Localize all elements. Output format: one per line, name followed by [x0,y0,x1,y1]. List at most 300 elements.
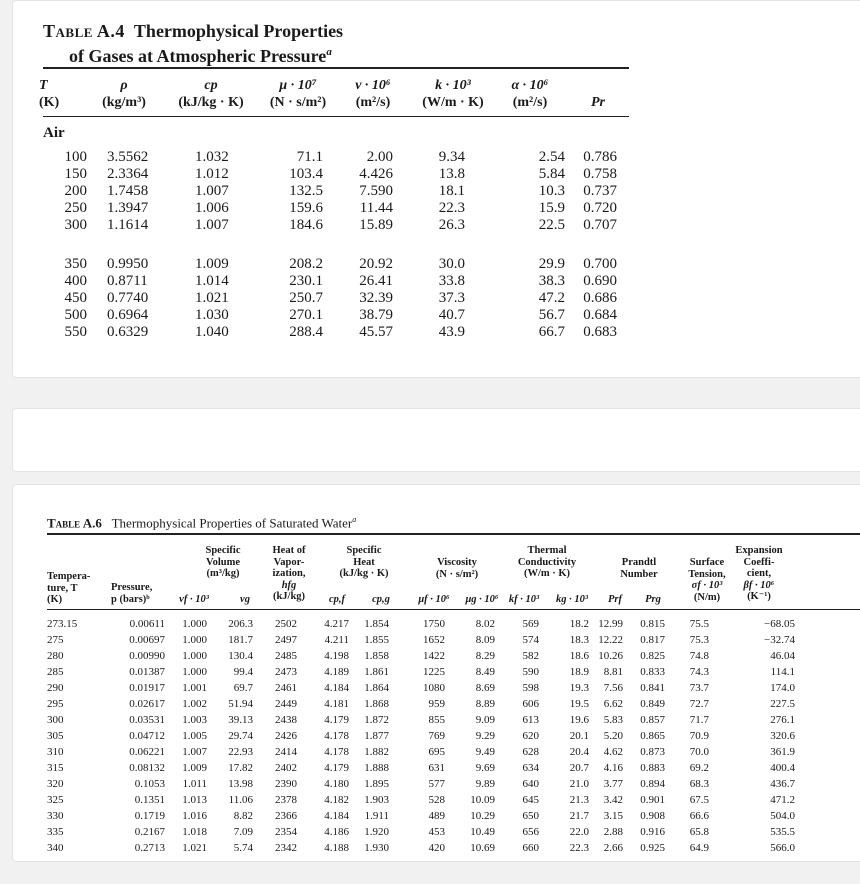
cell-muf: 769 [428,730,445,742]
cell-Pr: 0.707 [583,217,617,233]
cell-rho: 0.9950 [107,256,149,272]
column-hfg [267,776,297,856]
cell-sigma: 74.3 [689,666,709,678]
column-vg [211,696,253,776]
cell-sigma: 75.3 [689,634,709,646]
cell-muf: 489 [428,810,445,822]
cell-vf: 1.000 [182,650,207,662]
column-p [111,616,165,696]
column-cpg [351,776,389,856]
table-a4-title-note: a [326,46,332,58]
cell-p: 0.1719 [134,810,165,822]
col-header-Pr: Pr [591,95,605,110]
cell-p: 0.01387 [129,666,165,678]
cell-vg: 11.06 [228,794,253,806]
cell-T: 330 [47,810,64,822]
cell-p: 0.00611 [129,618,165,630]
cell-cpg: 1.855 [364,634,389,646]
cell-T: 310 [47,746,64,758]
cell-T: 275 [47,634,64,646]
table-a6-label: Table A.6 [47,515,102,531]
column-kf [499,696,539,776]
cell-cpg: 1.882 [364,746,389,758]
column-kf [499,616,539,696]
cell-prf: 8.81 [603,666,623,678]
cell-p: 0.04712 [129,730,165,742]
column-T [47,776,87,856]
cell-vg: 69.7 [233,682,253,694]
group-label-air: Air [43,125,65,141]
cell-prf: 7.56 [603,682,623,694]
cell-vf: 1.003 [182,714,207,726]
cell-muf: 1750 [423,618,445,630]
col-header-T: T (K) [39,78,60,110]
sub-header-prg: Prg [645,594,661,605]
cell-cp: 1.007 [195,183,229,199]
cell-prg: 0.908 [640,810,665,822]
cell-mug: 9.89 [475,778,495,790]
column-vf [165,616,207,696]
table-a4-title-line2: of Gases at Atmospheric Pressure [69,46,327,66]
cell-cp: 1.006 [195,200,229,216]
column-beta [733,616,795,696]
cell-hfg: 2402 [275,762,297,774]
cell-prg: 0.894 [640,778,665,790]
cell-kg: 18.6 [569,650,589,662]
cell-cpf: 4.182 [324,794,349,806]
cell-k: 13.8 [438,166,465,182]
cell-mu: 184.6 [289,217,323,233]
cell-kf: 650 [522,810,539,822]
cell-kf: 656 [522,826,539,838]
cell-mug: 9.69 [475,762,495,774]
cell-Pr: 0.686 [583,290,617,306]
cell-vg: 181.7 [228,634,253,646]
cell-T: 150 [64,166,87,182]
cell-beta: 361.9 [770,746,795,758]
cell-T: 340 [47,842,64,854]
column-cpf [313,616,349,696]
col-header-alpha: α · 10⁶ (m²/s) [511,78,549,110]
cell-T: 305 [47,730,64,742]
cell-kf: 628 [522,746,539,758]
table-a4-header-rule [43,116,629,117]
column-k [423,256,465,341]
cell-kf: 645 [522,794,539,806]
column-p [111,696,165,776]
cell-beta: 566.0 [770,842,795,854]
table-a4-label: Table A.4 [43,21,125,41]
column-sigma [669,776,709,856]
cell-cp: 1.032 [195,149,229,165]
col-header-temp: Tempera- ture, T (K) [47,571,91,605]
cell-mu: 230.1 [289,273,323,289]
cell-T: 250 [64,200,87,216]
cell-muf: 420 [428,842,445,854]
cell-alpha: 47.2 [538,290,565,306]
cell-vg: 130.4 [228,650,253,662]
cell-kf: 640 [522,778,539,790]
cell-mug: 8.49 [475,666,495,678]
cell-sigma: 73.7 [689,682,709,694]
cell-p: 0.02617 [129,698,165,710]
cell-mu: 103.4 [289,166,323,182]
cell-kg: 19.3 [569,682,589,694]
cell-beta: −32.74 [764,634,795,646]
table-a6-title-note: a [352,515,357,524]
cell-cpf: 4.181 [324,698,349,710]
table-a6-title-text: Thermophysical Properties of Saturated Water [111,515,353,531]
cell-mug: 10.29 [470,810,495,822]
cell-prg: 0.916 [640,826,665,838]
cell-beta: −68.05 [764,618,795,630]
cell-kf: 620 [522,730,539,742]
cell-vf: 1.007 [182,746,207,758]
cell-kf: 606 [522,698,539,710]
cell-prf: 3.42 [603,794,623,806]
cell-muf: 1225 [423,666,445,678]
column-Pr [571,149,617,234]
cell-prg: 0.925 [640,842,665,854]
cell-prf: 4.62 [603,746,623,758]
sub-header-muf: μf · 10⁶ [418,594,450,605]
column-kg [549,776,589,856]
sub-header-kf: kf · 10³ [508,594,540,605]
cell-muf: 577 [428,778,445,790]
cell-prg: 0.857 [640,714,665,726]
column-mug [455,776,495,856]
cell-kg: 21.7 [569,810,589,822]
cell-T: 200 [64,183,87,199]
column-beta [733,696,795,776]
cell-sigma: 71.7 [689,714,709,726]
cell-mug: 8.02 [475,618,495,630]
cell-sigma: 75.5 [689,618,709,630]
cell-T: 320 [47,778,64,790]
cell-beta: 276.1 [770,714,795,726]
cell-cp: 1.009 [195,256,229,272]
cell-kf: 660 [522,842,539,854]
cell-alpha: 66.7 [538,324,565,340]
cell-muf: 959 [428,698,445,710]
cell-Pr: 0.700 [583,256,617,272]
cell-p: 0.00697 [129,634,165,646]
cell-T: 300 [47,714,64,726]
cell-k: 9.34 [438,149,465,165]
col-header-thermal-conductivity: Thermal Conductivity (W/m · K) [517,545,577,579]
cell-vf: 1.021 [182,842,207,854]
cell-sigma: 65.8 [689,826,709,838]
sub-header-vf: vf · 10³ [179,594,209,605]
column-vg [211,616,253,696]
cell-mu: 250.7 [289,290,323,306]
table-a6-header-rule [47,609,860,610]
cell-prg: 0.833 [640,666,665,678]
cell-alpha: 5.84 [538,166,565,182]
cell-beta: 471.2 [770,794,795,806]
cell-mug: 8.69 [475,682,495,694]
cell-hfg: 2426 [275,730,297,742]
cell-sigma: 68.3 [689,778,709,790]
table-a4-title [43,21,343,67]
cell-rho: 2.3364 [107,166,149,182]
cell-vf: 1.005 [182,730,207,742]
cell-vg: 7.09 [233,826,253,838]
cell-Pr: 0.690 [583,273,617,289]
cell-alpha: 38.3 [538,273,565,289]
cell-muf: 1422 [423,650,445,662]
cell-hfg: 2449 [275,698,297,710]
cell-k: 43.9 [438,324,465,340]
cell-vf: 1.001 [182,682,207,694]
cell-Pr: 0.684 [583,307,617,323]
col-header-k: k · 10³ (W/m · K) [422,78,484,110]
cell-hfg: 2497 [275,634,297,646]
cell-kg: 21.3 [569,794,589,806]
col-header-heat-vaporization: Heat of Vapor- ization, hfg (kJ/kg) [272,545,306,602]
cell-cpf: 4.198 [324,650,349,662]
cell-muf: 695 [428,746,445,758]
cell-sigma: 72.7 [689,698,709,710]
column-prf [589,616,623,696]
cell-hfg: 2485 [275,650,297,662]
cell-mug: 8.89 [475,698,495,710]
cell-hfg: 2414 [275,746,297,758]
sub-header-cpg: cp,g [372,594,390,605]
cell-cpf: 4.184 [324,682,349,694]
cell-cpg: 1.930 [364,842,389,854]
cell-vg: 22.93 [228,746,253,758]
cell-T: 315 [47,762,64,774]
table-a4-card [12,0,860,378]
cell-mug: 10.69 [470,842,495,854]
cell-cp: 1.040 [195,324,229,340]
cell-prg: 0.817 [640,634,665,646]
cell-kf: 613 [522,714,539,726]
cell-nu: 2.00 [366,149,393,165]
column-nu [343,256,393,341]
column-hfg [267,696,297,776]
cell-mu: 159.6 [289,200,323,216]
cell-kg: 18.3 [569,634,589,646]
cell-kg: 19.6 [569,714,589,726]
col-header-expansion: Expansion Coeffi- cient, βf · 10⁶ (K⁻¹) [735,545,783,602]
table-a6-card [12,484,860,862]
cell-p: 0.01917 [129,682,165,694]
column-cpg [351,616,389,696]
cell-kf: 574 [522,634,539,646]
cell-cpg: 1.911 [364,810,389,822]
cell-rho: 1.3947 [107,200,149,216]
column-prf [589,696,623,776]
cell-vg: 13.98 [228,778,253,790]
cell-beta: 174.0 [770,682,795,694]
cell-cpg: 1.877 [364,730,389,742]
cell-T: 300 [64,217,87,233]
col-header-specific-heat: Specific Heat (kJ/kg · K) [339,545,389,579]
cell-kf: 590 [522,666,539,678]
cell-Pr: 0.786 [583,149,617,165]
cell-vf: 1.000 [182,634,207,646]
cell-beta: 320.6 [770,730,795,742]
cell-muf: 855 [428,714,445,726]
cell-cpf: 4.180 [324,778,349,790]
cell-vf: 1.011 [182,778,207,790]
cell-beta: 436.7 [770,778,795,790]
cell-hfg: 2390 [275,778,297,790]
col-header-nu: ν · 10⁶ (m²/s) [355,78,391,110]
cell-prf: 12.22 [598,634,623,646]
cell-prf: 2.88 [603,826,623,838]
cell-mu: 132.5 [289,183,323,199]
column-vf [165,696,207,776]
column-prg [625,776,665,856]
cell-cpf: 4.188 [324,842,349,854]
cell-p: 0.00990 [129,650,165,662]
column-sigma [669,616,709,696]
cell-kg: 20.7 [569,762,589,774]
cell-p: 0.08132 [129,762,165,774]
column-muf [405,616,445,696]
cell-kf: 582 [522,650,539,662]
cell-kg: 19.5 [569,698,589,710]
cell-mug: 9.29 [475,730,495,742]
cell-beta: 504.0 [770,810,795,822]
cell-T: 450 [64,290,87,306]
cell-mu: 71.1 [296,149,323,165]
sub-header-mug: μg · 10⁶ [465,594,499,605]
cell-kg: 20.1 [569,730,589,742]
cell-hfg: 2378 [275,794,297,806]
cell-nu: 45.57 [359,324,393,340]
cell-sigma: 69.2 [689,762,709,774]
col-header-prandtl: Prandtl Number [620,557,658,580]
cell-alpha: 29.9 [538,256,565,272]
cell-prg: 0.849 [640,698,665,710]
cell-alpha: 10.3 [538,183,565,199]
column-cp [195,149,245,234]
cell-mu: 288.4 [289,324,323,340]
cell-kg: 22.3 [569,842,589,854]
cell-alpha: 2.54 [538,149,565,165]
cell-nu: 32.39 [359,290,393,306]
cell-vf: 1.018 [182,826,207,838]
column-nu [343,149,393,234]
cell-prf: 10.26 [598,650,623,662]
cell-mu: 208.2 [289,256,323,272]
column-T [43,149,87,234]
cell-cp: 1.012 [195,166,229,182]
cell-cpg: 1.854 [364,618,389,630]
cell-hfg: 2342 [275,842,297,854]
cell-Pr: 0.758 [583,166,617,182]
cell-k: 18.1 [438,183,465,199]
cell-cp: 1.030 [195,307,229,323]
cell-muf: 631 [428,762,445,774]
cell-k: 40.7 [438,307,465,323]
cell-rho: 0.6329 [107,324,149,340]
cell-k: 33.8 [438,273,465,289]
cell-cpg: 1.895 [364,778,389,790]
cell-cpg: 1.858 [364,650,389,662]
cell-cpf: 4.211 [324,634,349,646]
column-cp [195,256,245,341]
cell-T: 500 [64,307,87,323]
column-vg [211,776,253,856]
column-vf [165,776,207,856]
cell-kg: 18.9 [569,666,589,678]
cell-hfg: 2473 [275,666,297,678]
cell-prf: 2.66 [603,842,623,854]
column-rho [107,149,167,234]
sub-header-prf: Prf [608,594,622,605]
cell-kg: 21.0 [569,778,589,790]
cell-kg: 22.0 [569,826,589,838]
cell-sigma: 66.6 [689,810,709,822]
cell-prg: 0.865 [640,730,665,742]
cell-cpg: 1.868 [364,698,389,710]
cell-T: 350 [64,256,87,272]
cell-prf: 4.16 [603,762,623,774]
cell-p: 0.2167 [134,826,165,838]
cell-cpf: 4.178 [324,746,349,758]
cell-vg: 51.94 [228,698,253,710]
cell-kg: 20.4 [569,746,589,758]
column-cpg [351,696,389,776]
column-k [423,149,465,234]
cell-cp: 1.021 [195,290,229,306]
cell-Pr: 0.737 [583,183,617,199]
cell-sigma: 67.5 [689,794,709,806]
cell-T: 325 [47,794,64,806]
column-T [47,696,87,776]
cell-nu: 11.44 [359,200,393,216]
column-T [47,616,87,696]
cell-sigma: 70.0 [689,746,709,758]
cell-vf: 1.016 [182,810,207,822]
column-kg [549,616,589,696]
cell-T: 280 [47,650,64,662]
column-cpf [313,776,349,856]
cell-Pr: 0.720 [583,200,617,216]
cell-muf: 528 [428,794,445,806]
col-header-viscosity: Viscosity (N · s/m²) [435,557,479,580]
cell-prg: 0.901 [640,794,665,806]
cell-vf: 1.002 [182,698,207,710]
cell-alpha: 22.5 [538,217,565,233]
cell-mug: 10.09 [470,794,495,806]
cell-prg: 0.815 [640,618,665,630]
column-sigma [669,696,709,776]
column-mu [279,256,323,341]
cell-cp: 1.007 [195,217,229,233]
column-p [111,776,165,856]
cell-p: 0.1053 [134,778,165,790]
cell-rho: 0.7740 [107,290,149,306]
column-mug [455,616,495,696]
cell-nu: 15.89 [359,217,393,233]
cell-kg: 18.2 [569,618,589,630]
cell-cpf: 4.186 [324,826,349,838]
cell-mug: 8.09 [475,634,495,646]
col-header-cp: cp (kJ/kg · K) [178,78,244,110]
cell-muf: 1652 [423,634,445,646]
cell-sigma: 74.8 [689,650,709,662]
cell-k: 26.3 [438,217,465,233]
col-header-surface-tension: Surface Tension, σf · 10³ (N/m) [688,557,726,603]
cell-cpf: 4.178 [324,730,349,742]
cell-cpf: 4.184 [324,810,349,822]
